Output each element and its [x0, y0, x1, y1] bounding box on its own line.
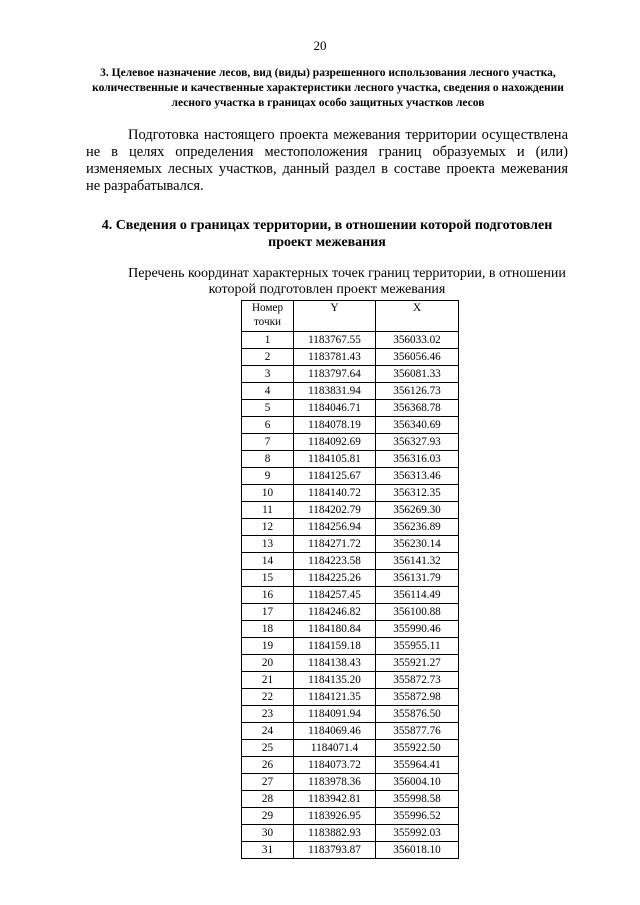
- table-caption-text: Перечень координат характерных точек границ территории, в отношении которой подготовлен проект межевания: [128, 266, 566, 297]
- table-row: [242, 366, 459, 383]
- x-coordinate-cell: 356141.32: [376, 553, 459, 570]
- y-coordinate-cell: 1184046.71: [294, 400, 376, 417]
- point-number-cell: 13: [242, 536, 294, 553]
- x-coordinate-cell: 355998.58: [376, 791, 459, 808]
- y-coordinate-cell: 1183793.87: [294, 842, 376, 859]
- point-number-cell: 28: [242, 791, 294, 808]
- header-point-number: [242, 301, 294, 332]
- section-4-title: 4. Сведения о границах территории, в отношении которой подготовлен проект межевания: [101, 218, 553, 250]
- point-number-cell: 15: [242, 570, 294, 587]
- y-coordinate-cell: 1183882.93: [294, 825, 376, 842]
- table-caption: [86, 266, 568, 298]
- point-number-cell: 24: [242, 723, 294, 740]
- y-coordinate-cell: 1184135.20: [294, 672, 376, 689]
- y-coordinate-cell: 1184138.43: [294, 655, 376, 672]
- x-coordinate-cell: 356018.10: [376, 842, 459, 859]
- table-row: [242, 672, 459, 689]
- y-coordinate-cell: 1183831.94: [294, 383, 376, 400]
- y-coordinate-cell: 1184246.82: [294, 604, 376, 621]
- point-number-cell: 21: [242, 672, 294, 689]
- table-row: [242, 502, 459, 519]
- y-coordinate-cell: 1184071.4: [294, 740, 376, 757]
- table-row: [242, 842, 459, 859]
- table-row: [242, 553, 459, 570]
- point-number-cell: 26: [242, 757, 294, 774]
- y-coordinate-cell: 1184121.35: [294, 689, 376, 706]
- header-number-line2: точки: [253, 316, 282, 328]
- section-3-paragraph-text: Подготовка настоящего проекта межевания территории осуществлена не в целях определения местоположения границ образуемых и (или) изменяемых лесных участков, данный раздел в составе проекта межевания не разрабатывался.: [86, 127, 568, 194]
- x-coordinate-cell: 356313.46: [376, 468, 459, 485]
- table-row: [242, 417, 459, 434]
- table-row: [242, 774, 459, 791]
- x-coordinate-cell: 355876.50: [376, 706, 459, 723]
- point-number-cell: 25: [242, 740, 294, 757]
- x-coordinate-cell: 356316.03: [376, 451, 459, 468]
- point-number-cell: 20: [242, 655, 294, 672]
- header-x: X: [376, 301, 459, 332]
- x-coordinate-cell: 356056.46: [376, 349, 459, 366]
- table-row: [242, 451, 459, 468]
- x-coordinate-cell: 355872.98: [376, 689, 459, 706]
- table-row: [242, 825, 459, 842]
- y-coordinate-cell: 1184140.72: [294, 485, 376, 502]
- x-coordinate-cell: 356327.93: [376, 434, 459, 451]
- header-number-line1: Номер: [251, 302, 284, 314]
- point-number-cell: 8: [242, 451, 294, 468]
- section-3-paragraph: [86, 127, 568, 195]
- point-number-cell: 9: [242, 468, 294, 485]
- point-number-cell: 17: [242, 604, 294, 621]
- point-number-cell: 10: [242, 485, 294, 502]
- x-coordinate-cell: 355992.03: [376, 825, 459, 842]
- y-coordinate-cell: 1184092.69: [294, 434, 376, 451]
- point-number-cell: 18: [242, 621, 294, 638]
- point-number-cell: 11: [242, 502, 294, 519]
- y-coordinate-cell: 1184257.45: [294, 587, 376, 604]
- x-coordinate-cell: 355921.27: [376, 655, 459, 672]
- coordinates-table: [241, 300, 459, 859]
- y-coordinate-cell: 1184180.84: [294, 621, 376, 638]
- table-header-row: [242, 301, 459, 332]
- x-coordinate-cell: 356033.02: [376, 332, 459, 349]
- y-coordinate-cell: 1183942.81: [294, 791, 376, 808]
- point-number-cell: 16: [242, 587, 294, 604]
- table-row: [242, 570, 459, 587]
- page-number: 20: [313, 38, 327, 53]
- point-number-cell: 6: [242, 417, 294, 434]
- x-coordinate-cell: 356131.79: [376, 570, 459, 587]
- table-row: [242, 723, 459, 740]
- x-coordinate-cell: 356340.69: [376, 417, 459, 434]
- y-coordinate-cell: 1184069.46: [294, 723, 376, 740]
- table-row: [242, 621, 459, 638]
- point-number-cell: 22: [242, 689, 294, 706]
- x-coordinate-cell: 355996.52: [376, 808, 459, 825]
- y-coordinate-cell: 1183767.55: [294, 332, 376, 349]
- table-row: [242, 536, 459, 553]
- table-row: [242, 434, 459, 451]
- y-coordinate-cell: 1184091.94: [294, 706, 376, 723]
- y-coordinate-cell: 1184271.72: [294, 536, 376, 553]
- point-number-cell: 27: [242, 774, 294, 791]
- point-number-cell: 29: [242, 808, 294, 825]
- y-coordinate-cell: 1184225.26: [294, 570, 376, 587]
- table-row: [242, 485, 459, 502]
- point-number-cell: 7: [242, 434, 294, 451]
- point-number-cell: 5: [242, 400, 294, 417]
- table-row: [242, 808, 459, 825]
- table-row: [242, 332, 459, 349]
- y-coordinate-cell: 1184202.79: [294, 502, 376, 519]
- x-coordinate-cell: 355990.46: [376, 621, 459, 638]
- x-coordinate-cell: 356236.89: [376, 519, 459, 536]
- table-row: [242, 791, 459, 808]
- y-coordinate-cell: 1184159.18: [294, 638, 376, 655]
- point-number-cell: 4: [242, 383, 294, 400]
- table-row: [242, 587, 459, 604]
- point-number-cell: 14: [242, 553, 294, 570]
- point-number-cell: 3: [242, 366, 294, 383]
- y-coordinate-cell: 1184223.58: [294, 553, 376, 570]
- table-row: [242, 706, 459, 723]
- point-number-cell: 23: [242, 706, 294, 723]
- table-row: [242, 757, 459, 774]
- point-number-cell: 19: [242, 638, 294, 655]
- x-coordinate-cell: 356368.78: [376, 400, 459, 417]
- x-coordinate-cell: 356114.49: [376, 587, 459, 604]
- y-coordinate-cell: 1184105.81: [294, 451, 376, 468]
- x-coordinate-cell: 356230.14: [376, 536, 459, 553]
- y-coordinate-cell: 1183926.95: [294, 808, 376, 825]
- x-coordinate-cell: 356100.88: [376, 604, 459, 621]
- x-coordinate-cell: 356081.33: [376, 366, 459, 383]
- y-coordinate-cell: 1183781.43: [294, 349, 376, 366]
- table-row: [242, 468, 459, 485]
- table-row: [242, 655, 459, 672]
- y-coordinate-cell: 1183797.64: [294, 366, 376, 383]
- x-coordinate-cell: 355955.11: [376, 638, 459, 655]
- point-number-cell: 30: [242, 825, 294, 842]
- table-row: [242, 400, 459, 417]
- table-row: [242, 519, 459, 536]
- point-number-cell: 2: [242, 349, 294, 366]
- y-coordinate-cell: 1184256.94: [294, 519, 376, 536]
- y-coordinate-cell: 1184078.19: [294, 417, 376, 434]
- table-row: [242, 383, 459, 400]
- x-coordinate-cell: 356126.73: [376, 383, 459, 400]
- y-coordinate-cell: 1183978.36: [294, 774, 376, 791]
- x-coordinate-cell: 356312.35: [376, 485, 459, 502]
- table-row: [242, 689, 459, 706]
- x-coordinate-cell: 355922.50: [376, 740, 459, 757]
- point-number-cell: 12: [242, 519, 294, 536]
- section-3-title: 3. Целевое назначение лесов, вид (виды) разрешенного использования лесного участка, количественные и качественные характеристики лесного участка, сведения о нахождении лесного участка в границах особо защитных участков лесов: [92, 67, 564, 109]
- table-row: [242, 604, 459, 621]
- x-coordinate-cell: 356004.10: [376, 774, 459, 791]
- header-y: Y: [294, 301, 376, 332]
- x-coordinate-cell: 355872.73: [376, 672, 459, 689]
- y-coordinate-cell: 1184073.72: [294, 757, 376, 774]
- point-number-cell: 31: [242, 842, 294, 859]
- table-row: [242, 349, 459, 366]
- table-row: [242, 740, 459, 757]
- x-coordinate-cell: 355964.41: [376, 757, 459, 774]
- table-row: [242, 638, 459, 655]
- x-coordinate-cell: 355877.76: [376, 723, 459, 740]
- y-coordinate-cell: 1184125.67: [294, 468, 376, 485]
- x-coordinate-cell: 356269.30: [376, 502, 459, 519]
- point-number-cell: 1: [242, 332, 294, 349]
